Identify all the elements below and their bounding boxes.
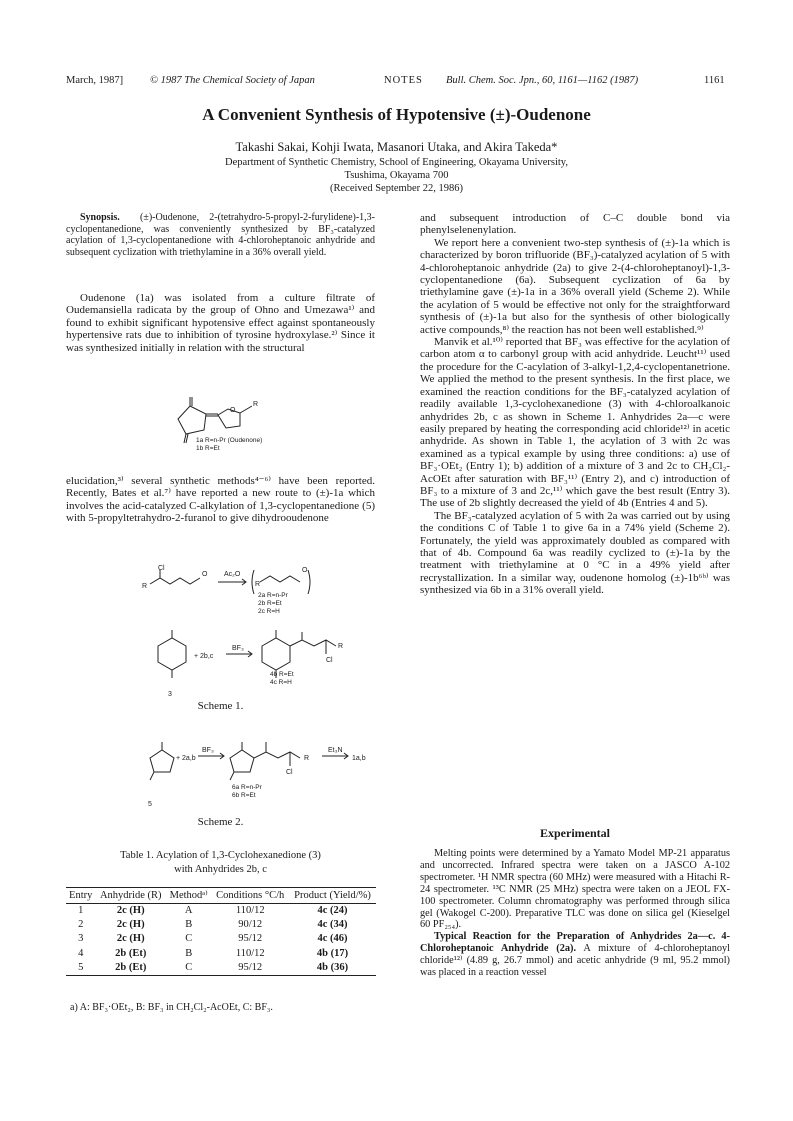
label-6b: 6b R=Et [232,792,256,799]
label-2b: 2b R=Et [258,600,282,607]
scheme-1-anhydride-labels [258,592,288,616]
label-4b: 4b R=Et [270,671,294,678]
scheme-2-diagram [138,728,378,814]
intro-paragraph-2 [66,475,375,525]
table-cell: 2c (H) [116,905,145,916]
table-header-cell: Methodᵃ⁾ [166,888,211,904]
table-cell: 110/12 [235,905,265,916]
received-date: (Received September 22, 1986) [330,183,463,194]
svg-text:R: R [255,581,261,588]
svg-text:R: R [142,583,148,590]
label-6a: 6a R=n-Pr [232,784,262,791]
experimental-heading: Experimental [540,826,610,840]
affiliation-line-2: Tsushima, Okayama 700 [344,170,449,181]
scheme2-reagent-et3n: Et₃N [328,747,343,754]
table-cell: 4 [78,947,84,959]
structure-1-labels [196,437,262,453]
header-section: NOTES [384,75,423,86]
body-paragraph-1: We report here a convenient two-step synthesis of (±)-1a which is characterized by boron trifluoride (BF₃)-catalyzed acylation of 5 with 4-chloroheptanoic anhydride (2a) to give 2-(4-chloroheptanoyl)-1,3-cyclopentanedione (6a). Subsequent cyclization of 6a by triethylamine gave (±)-1a in a 36% overall yield (Scheme 2). While the acylation of 5 would be effective not only for the straightforward synthesis of (±)-1a but also for the synthesis of other biologically active compounds,⁸⁾ the reaction has not been well established.⁹⁾ [420,236,730,336]
header-date: March, 1987] [66,75,124,86]
synopsis-text: (±)-Oudenone, 2-(tetrahydro-5-propyl-2-furylidene)-1,3-cyclopentanedione, was conveniently synthesized by BF₃-catalyzed acylation of 1,3-cyclopentanedione with 4-chloroheptanoic anhydride and subsequent cyclization with triethylamine in a 36% overall yield. [66,212,376,258]
label-2c: 2c R=H [258,608,280,615]
header-copyright: © 1987 The Chemical Society of Japan [150,75,315,86]
scheme2-reagent-bf3: BF₃ [202,747,214,754]
scheme2-product-label: 1a,b [352,755,366,762]
label-1b: 1b R=Et [196,445,220,452]
experimental-paragraph-2: A mixture of 4-chloroheptanoyl chloride¹²⁾ (4.89 g, 26.7 mmol) and acetic anhydride (9 ml, 95.2 mmol) was placed in a reaction vessel [420,943,730,979]
table-cell: C [166,961,211,976]
svg-text:R: R [338,643,344,650]
table-cell: 4c (34) [317,919,348,931]
scheme1-reagent-bf3: BF₃ [232,645,244,652]
svg-text:R: R [253,401,259,408]
body-paragraph-0: and subsequent introduction of C–C double bond via phenylselenenylation. [420,212,730,237]
svg-text:R: R [304,755,310,762]
body-paragraph-3: The BF₃-catalyzed acylation of 5 with 2a was carried out by using the conditions C of Table 1 to give 6a in a 74% yield (Scheme 2). Fortunately, the yield was approximately doubled as compared with that of 4b. Compound 6a was readily cyclized to (±)-1a by the treatment with triethylamine at 0 °C in a 49% yield after recrystallization. In a similar way, oudenone homolog (±)-1b⁶ᵇ⁾ was synthesized via 6b in a 31% overall yield. [420,509,730,597]
synopsis-label: Synopsis. [80,212,120,223]
header-journal: Bull. Chem. Soc. Jpn., 60, 1161—1162 (1987) [446,75,639,86]
table-cell: 110/12 [235,947,265,959]
table-cell: 2b (Et) [95,961,166,976]
table-cell: 3 [78,933,84,945]
table-cell: 4b (17) [316,947,349,959]
svg-text:Cl: Cl [286,769,293,776]
table-header-cell: Product (Yield/%) [289,888,376,904]
label-1a: 1a R=n-Pr (Oudenone) [196,437,263,444]
scheme-1-caption: Scheme 1. [197,700,244,712]
intro-text-2: elucidation,³⁾ several synthetic methods⁴⁻⁶⁾ have been reported. Recently, Bates et al.⁷⁾ have reported a new route to (±)-1a which involves the acid-catalyzed C-alkylation of 1,3-cyclopentanedione (5) with 5-propyltetrahydro-2-furanol to give dihydrooudenone [66,475,375,525]
table-cell: 1 [78,905,84,916]
table-caption-line-1: Table 1. Acylation of 1,3-Cyclohexanedione (3) [120,850,321,861]
scheme-2-caption: Scheme 2. [197,816,244,828]
scheme1-plus-label: + 2b,c [194,653,214,660]
scheme-1-product-labels [270,671,294,687]
experimental-paragraph-1: Melting points were determined by a Yamato Model MP-21 apparatus and uncorrected. Infrared spectra were taken on a JASCO A-102 spectrometer. ¹H NMR spectra (60 MHz) were measured with a Hitachi R-24 spectrometer. ¹³C NMR (25 MHz) spectra were taken on a JEOL FX-100 spectrometer. Column chromatography was performed through silica gel (Wakogel C-200). Preparative TLC was done on silica gel (Kieselgel 60 PF₂₅₄). [420,848,730,931]
svg-text:O: O [202,571,208,578]
table-cell: A [184,905,193,916]
table-header-row [66,888,376,904]
scheme-2-labels [232,784,262,800]
table-header-cell: Entry [66,888,95,904]
table-footnote: a) A: BF₃·OEt₂, B: BF₃ in CH₂Cl₂-AcOEt, C: BF₃. [70,1002,273,1013]
svg-text:O: O [302,567,308,574]
table-cell: 2 [78,919,84,931]
table-row [66,932,376,946]
table-cell: B [185,947,193,959]
label-4c: 4c R=H [270,679,292,686]
svg-text:O: O [230,407,236,414]
table-cell: 90/12 [238,919,263,931]
right-column-text [420,212,730,597]
scheme2-plus-label: + 2a,b [176,755,196,762]
intro-text-1: Oudenone (1a) was isolated from a culture filtrate of Oudemansiella radicata by the group of Ohno and Umezawa¹⁾ and found to exhibit significant hypotensive effect against spontaneously hypertensive rats due to inhibition of tyrosine hydroxylase.²⁾ Since it was synthesized initially in relation with the structural [66,292,375,354]
table-cell: 4c (24) [317,905,348,916]
scheme-1-diagram [140,562,360,698]
table-cell: B [185,919,193,931]
table-cell: 4c (46) [317,933,348,945]
table-cell: 2c (H) [116,933,145,945]
experimental-subheading: Typical Reaction for the Preparation of Anhydrides 2a—c. 4-Chloroheptanoic Anhydride (2a). [420,931,730,955]
table-cell: 2c (H) [116,919,145,931]
svg-text:Cl: Cl [158,565,165,572]
table-row [66,918,376,932]
compound-3-label: 3 [168,691,172,698]
body-paragraph-2: Manvik et al.¹⁰⁾ reported that BF₃ was effective for the acylation of carbon atom α to carbonyl group with acid anhydride. Leucht¹¹⁾ used the procedure for the C-acylation of 3-alkyl-1,2,4-cyclopentanetrione. We applied the method to the present synthesis. In the first place, we examined the reaction conditions for the BF₃-catalyzed acylation of readily available 1,3-cyclohexanedione (3) with 4-chloroalkanoic anhydrides 2b, c as shown in Scheme 1. Anhydrides 2a—c were easily prepared by heating the corresponding acid chloride¹²⁾ in acetic anhydride. As shown in Table 1, the acylation of 3 with 2c was examined as a typical example by using three conditions: a) use of BF₃·OEt₂ (Entry 1); b) addition of a mixture of 3 and 2c to CH₂Cl₂-AcOEt after saturation with BF₃¹¹⁾ (Entry 2), and c) introduction of BF₃ to a mixture of 3 and 2c,¹¹⁾ which gave the best result (Entry 3). The use of 2b slightly decreased the yield of 4b (Entries 4 and 5). [420,336,730,510]
table-cell: C [185,933,193,945]
scheme1-reagent-ac2o: Ac₂O [224,571,241,578]
table-caption-line-2: with Anhydrides 2b, c [174,864,267,875]
table-cell: 4b (36) [289,961,376,976]
intro-paragraph-1 [66,292,375,354]
experimental-text [420,848,730,979]
acylation-table [66,887,376,976]
table-cell: 95/12 [238,933,263,945]
article-title: A Convenient Synthesis of Hypotensive (±)-Oudenone [202,105,591,124]
table-header-cell: Anhydride (R) [95,888,166,904]
affiliation-line-1: Department of Synthetic Chemistry, School of Engineering, Okayama University, [224,157,569,168]
compound-5-label: 5 [148,801,152,808]
label-2a: 2a R=n-Pr [258,592,288,599]
table-cell: 95/12 [211,961,289,976]
table-cell: 2b (Et) [115,947,147,959]
table-header-cell: Conditions °C/h [211,888,289,904]
table-row [66,961,376,976]
author-list: Takashi Sakai, Kohji Iwata, Masanori Utaka, and Akira Takeda* [235,140,558,154]
header-page-number: 1161 [704,75,725,86]
synopsis [66,212,375,258]
svg-text:Cl: Cl [326,657,333,664]
table-cell: 5 [66,961,95,976]
table-row [66,904,376,919]
table-row [66,947,376,961]
